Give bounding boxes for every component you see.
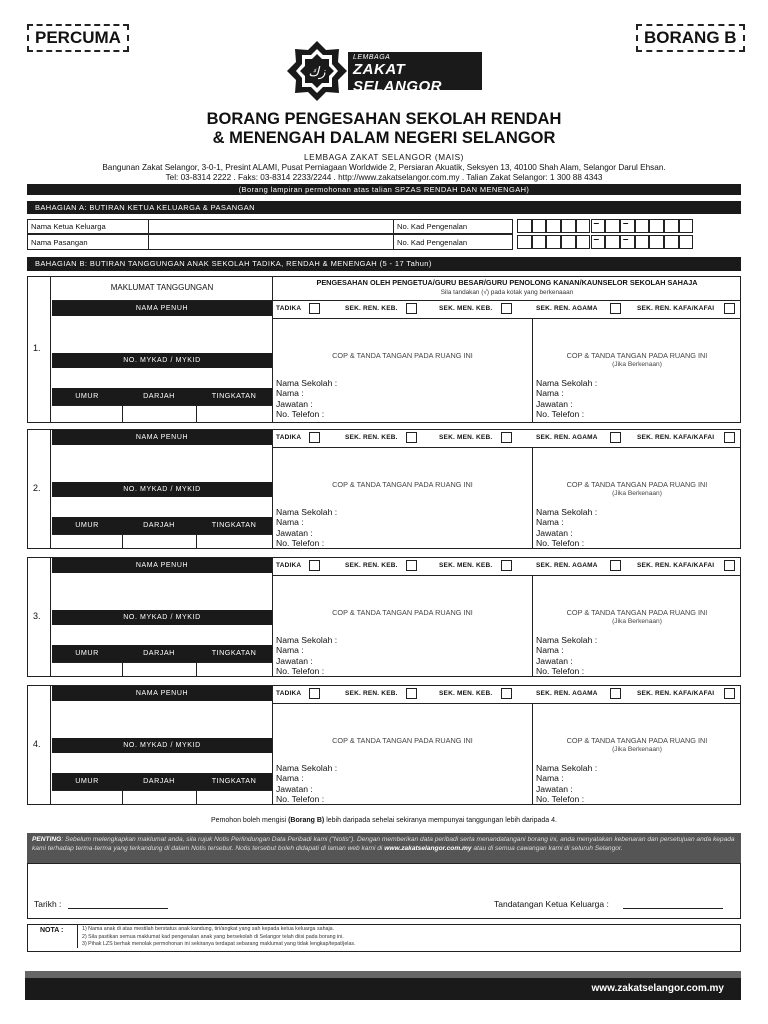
svg-text:زك: زك — [308, 65, 326, 80]
school-type-label: SEK. REN. KEB. — [345, 562, 398, 569]
logo-lembaga: LEMBAGA — [353, 54, 391, 61]
school-type-label: TADIKA — [276, 434, 302, 441]
school-type-label: SEK. MEN. KEB. — [439, 562, 493, 569]
no-telefon-label: No. Telefon : — [276, 665, 325, 676]
nama-sekolah-label: Nama Sekolah : — [536, 635, 598, 645]
mykad-field[interactable] — [53, 498, 271, 516]
school-type-label: TADIKA — [276, 562, 302, 569]
school-type-label: SEK. REN. AGAMA — [536, 305, 598, 312]
tandatangan-label: Tandatangan Ketua Keluarga : — [494, 899, 609, 909]
tarikh-label: Tarikh : — [34, 899, 62, 909]
signature-box — [27, 863, 741, 919]
school-type-checkbox[interactable] — [406, 303, 417, 314]
school-type-checkbox[interactable] — [501, 432, 512, 443]
umur-label: UMUR — [75, 520, 99, 529]
umur-darjah-values[interactable] — [52, 405, 272, 422]
nama-penuh-header: NAMA PENUH — [52, 301, 272, 316]
section-a-heading: BAHAGIAN A: BUTIRAN KETUA KELUARGA & PASANGAN — [27, 201, 741, 214]
logo-name: ZAKAT SELANGOR — [353, 61, 443, 95]
ic-digit-box[interactable] — [561, 235, 576, 249]
nama-label: Nama : — [536, 517, 564, 528]
jika-berkenaan: (Jika Berkenaan) — [612, 361, 662, 368]
row-number: 3. — [33, 611, 41, 621]
row-number: 1. — [33, 343, 41, 353]
umur-label: UMUR — [75, 391, 99, 400]
ic-digit-box[interactable] — [517, 219, 532, 233]
nama-label: Nama : — [276, 388, 304, 399]
info-block — [276, 763, 337, 804]
school-type-checkbox[interactable] — [724, 688, 735, 699]
jawatan-label: Jawatan : — [276, 783, 313, 794]
ketua-name-field[interactable] — [149, 220, 392, 233]
ic-separator: – — [593, 218, 600, 229]
umur-darjah-values[interactable] — [52, 534, 272, 549]
ketua-ic-label: No. Kad Pengenalan — [397, 222, 468, 231]
info-block — [536, 635, 597, 676]
jika-berkenaan: (Jika Berkenaan) — [612, 490, 662, 497]
nama-penuh-field[interactable] — [53, 574, 271, 610]
nota-item: 3) Pihak LZS berhak menolak permohonan ini sekiranya terdapat sebarang maklumat yang tidak lengkap/tepat/jelas. — [82, 941, 356, 947]
ic-digit-box[interactable] — [649, 235, 664, 249]
school-type-checkbox[interactable] — [610, 560, 621, 571]
school-type-label: SEK. MEN. KEB. — [439, 305, 493, 312]
umur-darjah-values[interactable] — [52, 662, 272, 677]
mykad-header: NO. MYKAD / MYKID — [52, 353, 272, 368]
school-type-label: TADIKA — [276, 305, 302, 312]
nama-sekolah-label: Nama Sekolah : — [536, 378, 598, 388]
nota-list — [82, 926, 356, 949]
school-type-label: SEK. REN. KEB. — [345, 305, 398, 312]
nama-penuh-field[interactable] — [53, 702, 271, 738]
school-type-checkbox[interactable] — [309, 303, 320, 314]
mykad-header: NO. MYKAD / MYKID — [52, 482, 272, 497]
jawatan-label: Jawatan : — [536, 783, 573, 794]
cop-note: COP & TANDA TANGAN PADA RUANG INI — [332, 480, 473, 489]
nama-penuh-header: NAMA PENUH — [52, 430, 272, 445]
school-type-checkbox[interactable] — [406, 432, 417, 443]
row-number: 4. — [33, 739, 41, 749]
nama-penuh-field[interactable] — [53, 446, 271, 482]
school-type-checkbox[interactable] — [406, 688, 417, 699]
nama-sekolah-label: Nama Sekolah : — [276, 378, 338, 388]
no-telefon-label: No. Telefon : — [276, 408, 325, 419]
footer-stripe — [25, 971, 741, 978]
umur-darjah-values[interactable] — [52, 790, 272, 805]
school-type-checkbox[interactable] — [724, 432, 735, 443]
nama-sekolah-label: Nama Sekolah : — [276, 507, 338, 517]
umur-label: UMUR — [75, 648, 99, 657]
org-contact: Tel: 03-8314 2222 . Faks: 03-8314 2233/2244 . http://www.zakatselangor.com.my . Talian Zakat Selangor: 1 300 88 4343 — [165, 173, 603, 182]
nota-label: NOTA : — [40, 927, 64, 934]
ic-separator: – — [622, 234, 629, 245]
school-type-label: TADIKA — [276, 690, 302, 697]
penting-notice: PENTING: Sebelum melengkapkan maklumat anda, sila rujuk Notis Perlindungan Data Peribadi kami ("Notis"). Dengan memberikan data peribadi serta menandatangani borang ini, anda menyatakan kebenaran dan persetujuan anda kepada kami terhadap terma-terma yang terkandung di dalam Notis tersebut. Notis tersebut boleh didapati di laman web kami di www.zakatselangor.com.my atau di semua cawangan kami di seluruh Selangor. — [27, 833, 741, 863]
school-type-checkbox[interactable] — [309, 560, 320, 571]
ic-separator: – — [622, 218, 629, 229]
school-type-checkbox[interactable] — [406, 560, 417, 571]
cop-note: COP & TANDA TANGAN PADA RUANG INI — [332, 351, 473, 360]
ketua-label: Nama Ketua Keluarga — [31, 222, 106, 231]
nota-item: 2) Sila pastikan semua maklumat kad pengenalan anak yang bersekolah di Selangor telah diisi pada borang ini. — [82, 933, 344, 940]
ic-digit-box[interactable] — [532, 235, 547, 249]
jawatan-label: Jawatan : — [536, 398, 573, 409]
school-type-checkbox[interactable] — [309, 432, 320, 443]
school-type-checkbox[interactable] — [501, 560, 512, 571]
ic-digit-box[interactable] — [605, 219, 620, 233]
borang-b-tag: BORANG B — [636, 24, 745, 52]
school-type-label: SEK. MEN. KEB. — [439, 690, 493, 697]
nama-sekolah-label: Nama Sekolah : — [276, 635, 338, 645]
ic-digit-box[interactable] — [664, 219, 679, 233]
nama-sekolah-label: Nama Sekolah : — [276, 763, 338, 773]
school-type-checkbox[interactable] — [309, 688, 320, 699]
ic-digit-box[interactable] — [679, 235, 694, 249]
jawatan-label: Jawatan : — [276, 527, 313, 538]
school-type-checkbox[interactable] — [501, 688, 512, 699]
info-block — [536, 378, 597, 419]
pasangan-name-field[interactable] — [149, 235, 392, 249]
ic-digit-box[interactable] — [517, 235, 532, 249]
ic-separator: – — [593, 234, 600, 245]
row-number: 2. — [33, 483, 41, 493]
jawatan-label: Jawatan : — [536, 527, 573, 538]
school-type-label: SEK. REN. KAFA/KAFAI — [637, 305, 715, 312]
tarikh-field[interactable] — [68, 899, 168, 909]
mykad-field[interactable] — [53, 369, 271, 387]
ic-digit-box[interactable] — [635, 235, 650, 249]
no-telefon-label: No. Telefon : — [276, 793, 325, 804]
nama-penuh-field[interactable] — [53, 317, 271, 353]
nama-penuh-header: NAMA PENUH — [52, 686, 272, 701]
nama-label: Nama : — [276, 517, 304, 528]
cop-note: COP & TANDA TANGAN PADA RUANG INI — [332, 608, 473, 617]
info-block — [536, 763, 597, 804]
cop-note: COP & TANDA TANGAN PADA RUANG INI — [566, 351, 708, 360]
ic-digit-box[interactable] — [664, 235, 679, 249]
school-type-label: SEK. REN. KEB. — [345, 690, 398, 697]
tandakan-note: Sila tandakan (√) pada kotak yang berkenaaan — [440, 289, 574, 296]
ic-digit-box[interactable] — [605, 235, 620, 249]
cop-note: COP & TANDA TANGAN PADA RUANG INI — [332, 736, 473, 745]
nama-label: Nama : — [536, 773, 564, 784]
info-block — [276, 507, 337, 548]
ic-digit-box[interactable] — [635, 219, 650, 233]
pasangan-ic-label: No. Kad Pengenalan — [397, 238, 468, 247]
no-telefon-label: No. Telefon : — [276, 537, 325, 548]
nama-penuh-header: NAMA PENUH — [52, 558, 272, 573]
ic-digit-box[interactable] — [546, 235, 561, 249]
cop-note: COP & TANDA TANGAN PADA RUANG INI — [566, 736, 708, 745]
no-telefon-label: No. Telefon : — [536, 537, 585, 548]
mykad-field[interactable] — [53, 626, 271, 644]
jika-berkenaan: (Jika Berkenaan) — [612, 746, 662, 753]
tandatangan-field[interactable] — [623, 899, 723, 909]
mykad-header: NO. MYKAD / MYKID — [52, 738, 272, 753]
jawatan-label: Jawatan : — [536, 655, 573, 666]
org-address: Bangunan Zakat Selangor, 3-0-1, Presint ALAMI, Pusat Perniagaan Worldwide 2, Persiaran Akuatik, Seksyen 13, 40100 Shah Alam, Selangor Darul Ehsan. — [102, 163, 666, 172]
logo-emblem-icon — [286, 40, 348, 102]
ketua-ic-boxes[interactable] — [517, 219, 741, 234]
form-title-line1: BORANG PENGESAHAN SEKOLAH RENDAH — [206, 110, 562, 128]
nama-label: Nama : — [276, 773, 304, 784]
mykad-field[interactable] — [53, 754, 271, 772]
tingkatan-label: TINGKATAN — [211, 648, 257, 657]
info-block — [276, 635, 337, 676]
info-block — [276, 378, 337, 419]
school-type-label: SEK. REN. AGAMA — [536, 434, 598, 441]
no-telefon-label: No. Telefon : — [536, 408, 585, 419]
ic-digit-box[interactable] — [532, 219, 547, 233]
info-block — [536, 507, 597, 548]
school-type-label: SEK. REN. KAFA/KAFAI — [637, 562, 715, 569]
no-telefon-label: No. Telefon : — [536, 793, 585, 804]
pengesahan-heading: PENGESAHAN OLEH PENGETUA/GURU BESAR/GURU PENOLONG KANAN/KAUNSELOR SEKOLAH SAHAJA — [316, 278, 698, 287]
nama-sekolah-label: Nama Sekolah : — [536, 507, 598, 517]
ic-digit-box[interactable] — [576, 219, 591, 233]
tingkatan-label: TINGKATAN — [211, 520, 257, 529]
jika-berkenaan: (Jika Berkenaan) — [612, 618, 662, 625]
jawatan-label: Jawatan : — [276, 655, 313, 666]
school-type-label: SEK. REN. KAFA/KAFAI — [637, 690, 715, 697]
pasangan-label: Nama Pasangan — [31, 238, 88, 247]
tingkatan-label: TINGKATAN — [211, 391, 257, 400]
tingkatan-label: TINGKATAN — [211, 776, 257, 785]
school-type-checkbox[interactable] — [610, 688, 621, 699]
cop-note: COP & TANDA TANGAN PADA RUANG INI — [566, 608, 708, 617]
ic-digit-box[interactable] — [546, 219, 561, 233]
ic-digit-box[interactable] — [679, 219, 694, 233]
school-type-checkbox[interactable] — [501, 303, 512, 314]
maklumat-heading: MAKLUMAT TANGGUNGAN — [110, 283, 214, 292]
footer-website[interactable]: www.zakatselangor.com.my — [25, 978, 741, 1000]
logo-majlis: MAJLIS AGAMA ISLAM SELANGOR — [353, 95, 452, 101]
darjah-label: DARJAH — [143, 520, 175, 529]
zakat-selangor-logo — [286, 40, 482, 102]
school-type-label: SEK. REN. AGAMA — [536, 690, 598, 697]
school-type-checkbox[interactable] — [610, 432, 621, 443]
org-name: LEMBAGA ZAKAT SELANGOR (MAIS) — [304, 153, 464, 162]
cop-note: COP & TANDA TANGAN PADA RUANG INI — [566, 480, 708, 489]
nota-item: 1) Nama anak di atas mestilah berstatus anak kandung, tiri/angkat yang sah kepada ketua keluarga sahaja. — [82, 926, 335, 932]
school-type-label: SEK. REN. KEB. — [345, 434, 398, 441]
percuma-tag: PERCUMA — [27, 24, 129, 52]
nama-label: Nama : — [536, 388, 564, 399]
darjah-label: DARJAH — [143, 648, 175, 657]
school-type-label: SEK. MEN. KEB. — [439, 434, 493, 441]
school-type-label: SEK. REN. KAFA/KAFAI — [637, 434, 715, 441]
school-type-checkbox[interactable] — [610, 303, 621, 314]
attachment-note: (Borang lampiran permohonan atas talian SPZAS RENDAH DAN MENENGAH) — [27, 184, 741, 195]
pasangan-ic-boxes[interactable] — [517, 235, 741, 250]
section-b-heading: BAHAGIAN B: BUTIRAN TANGGUNGAN ANAK SEKOLAH TADIKA, RENDAH & MENENGAH (5 - 17 Tahun) — [27, 257, 741, 271]
school-type-checkbox[interactable] — [724, 560, 735, 571]
school-type-label: SEK. REN. AGAMA — [536, 562, 598, 569]
umur-label: UMUR — [75, 776, 99, 785]
darjah-label: DARJAH — [143, 391, 175, 400]
jawatan-label: Jawatan : — [276, 398, 313, 409]
pemohon-note: Pemohon boleh mengisi (Borang B) lebih daripada sehelai sekiranya mempunyai tanggungan lebih daripada 4. — [211, 817, 557, 824]
nama-label: Nama : — [536, 645, 564, 656]
mykad-header: NO. MYKAD / MYKID — [52, 610, 272, 625]
darjah-label: DARJAH — [143, 776, 175, 785]
ic-digit-box[interactable] — [561, 219, 576, 233]
form-title-line2: & MENENGAH DALAM NEGERI SELANGOR — [212, 129, 556, 147]
nama-label: Nama : — [276, 645, 304, 656]
school-type-checkbox[interactable] — [724, 303, 735, 314]
no-telefon-label: No. Telefon : — [536, 665, 585, 676]
nama-sekolah-label: Nama Sekolah : — [536, 763, 598, 773]
ic-digit-box[interactable] — [576, 235, 591, 249]
ic-digit-box[interactable] — [649, 219, 664, 233]
